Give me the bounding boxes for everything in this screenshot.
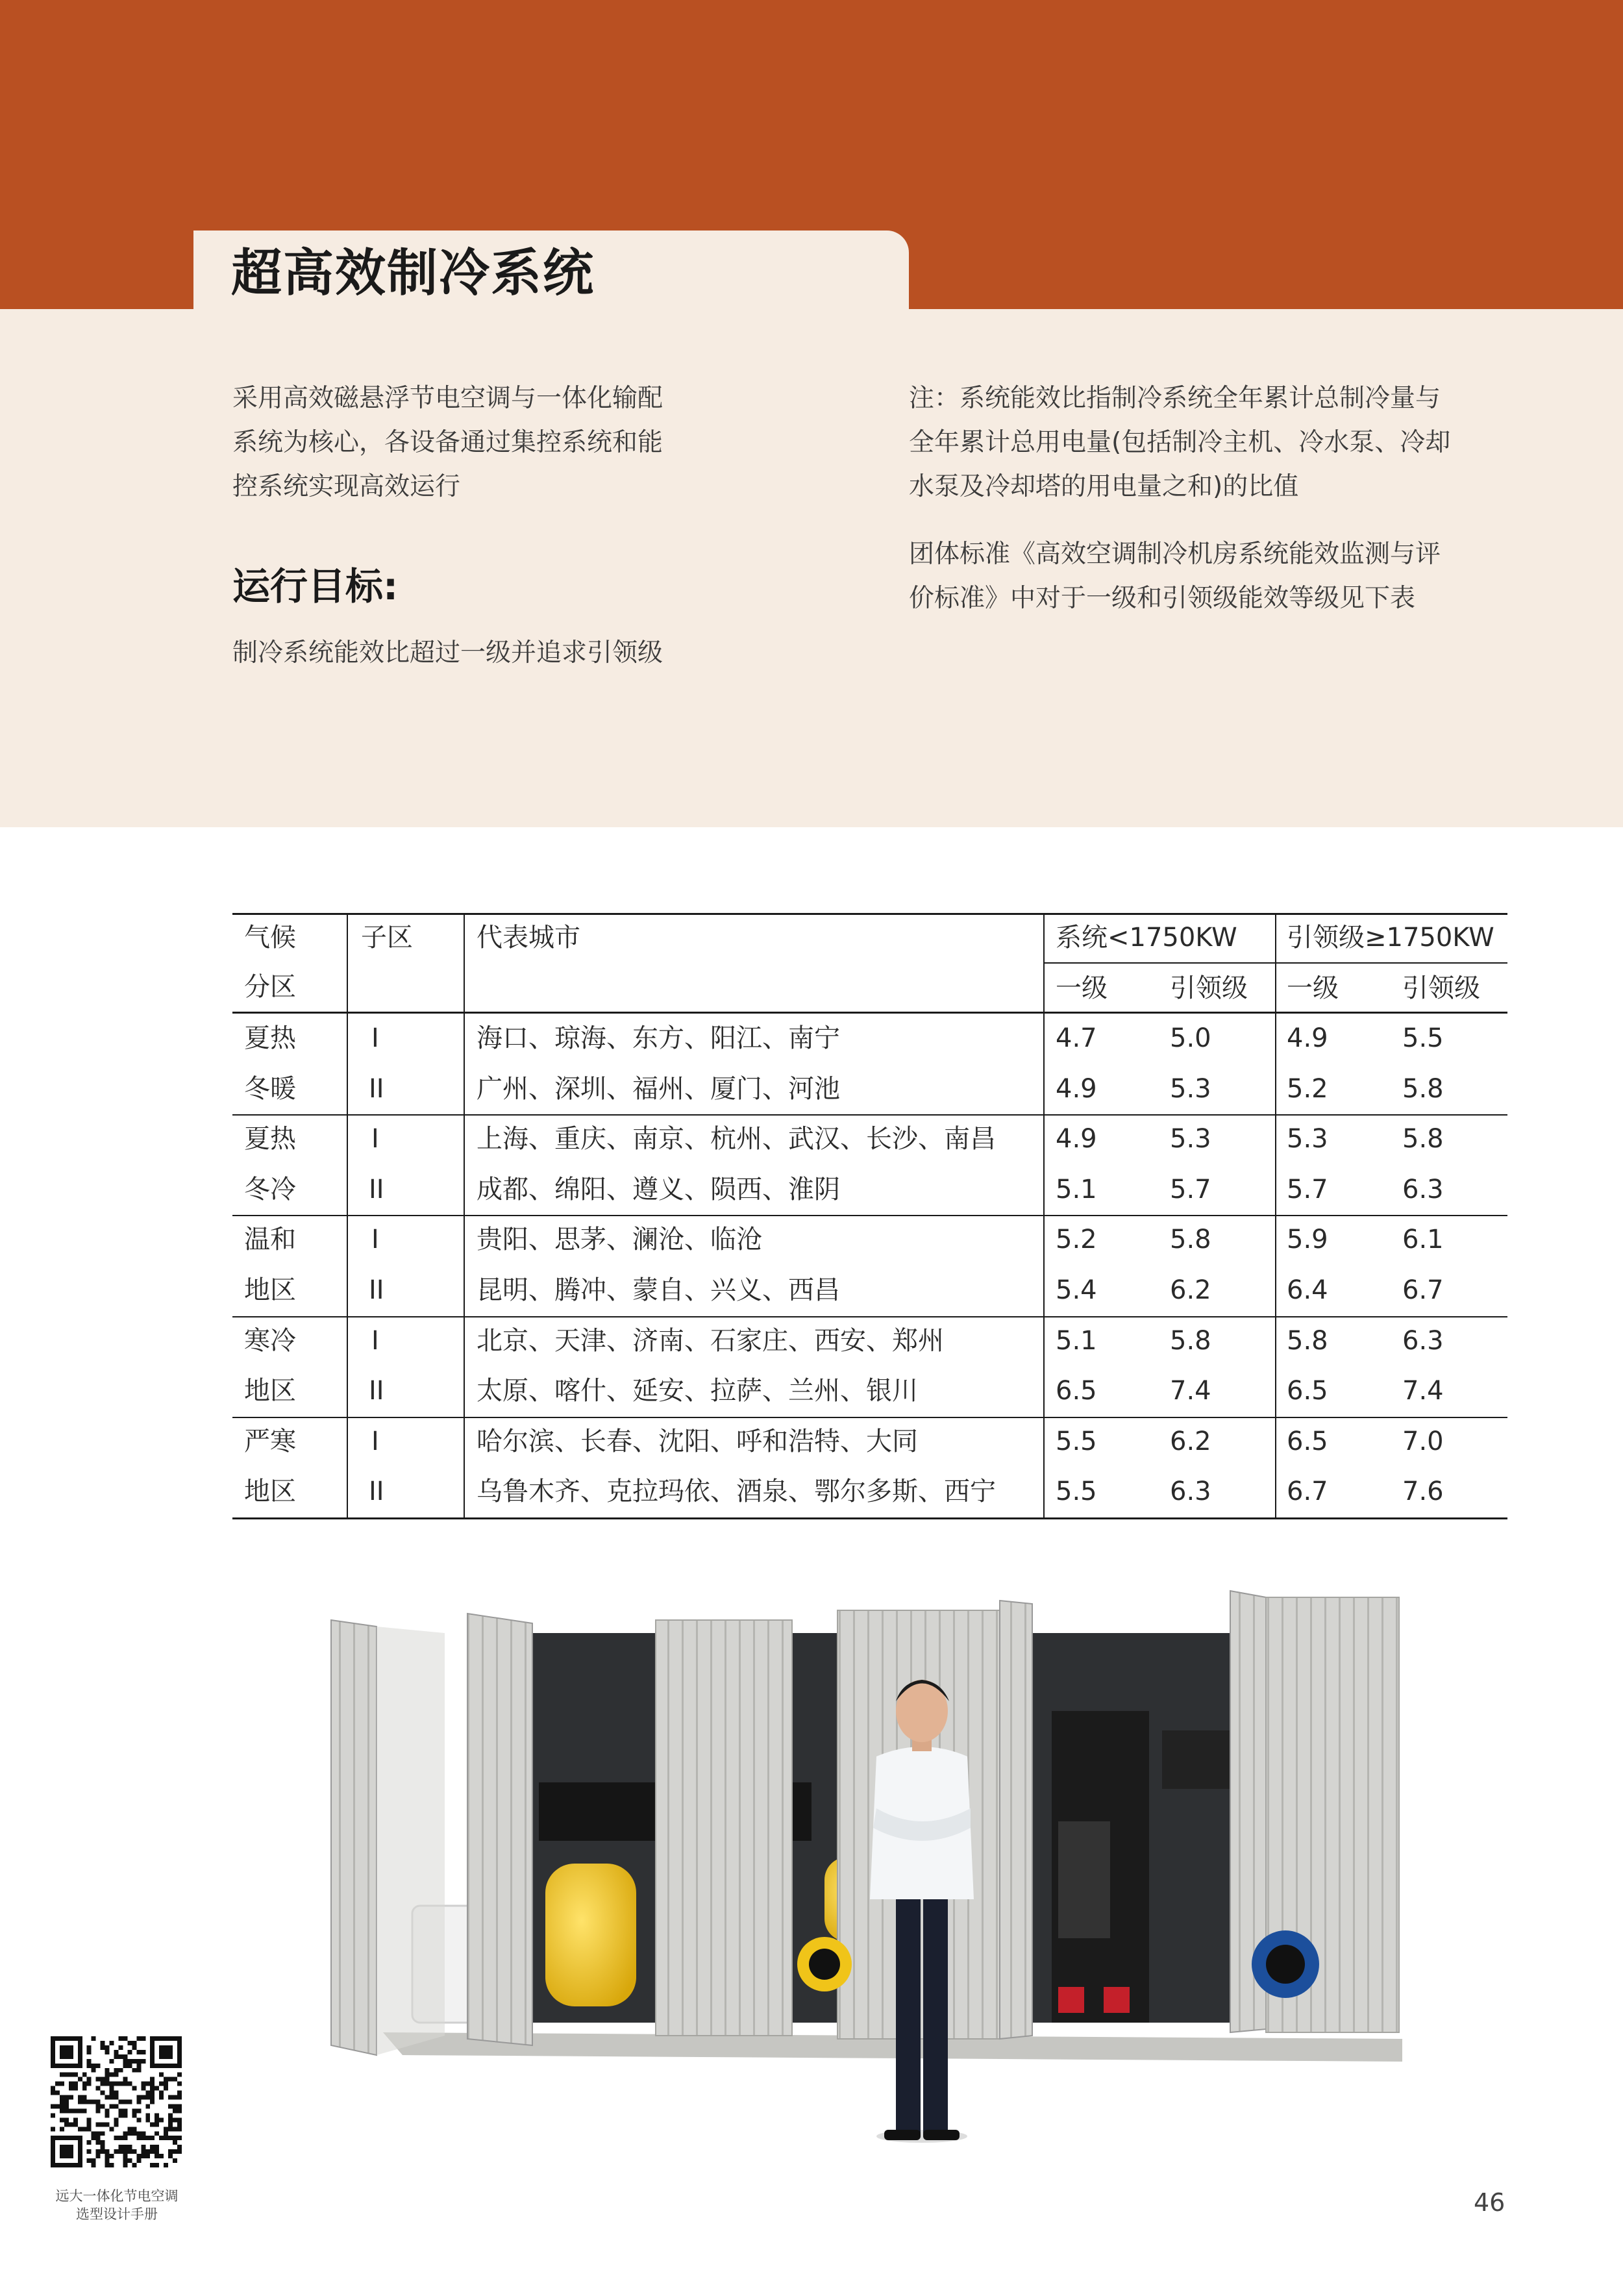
cell-subzone: I	[371, 1023, 379, 1053]
table-col-rule	[347, 913, 348, 1519]
cell-climate: 寒冷	[244, 1325, 296, 1356]
cell-subzone: II	[369, 1174, 384, 1204]
header-lead: 引领级	[1170, 973, 1248, 1003]
product-photo	[325, 1562, 1428, 2146]
cell-subzone: II	[369, 1275, 384, 1305]
open-door	[331, 1620, 377, 2055]
cell-value: 5.3	[1170, 1124, 1211, 1154]
cell-climate: 地区	[244, 1376, 296, 1406]
note-line: 水泵及冷却塔的用电量之和)的比值	[909, 472, 1299, 501]
cell-value: 5.1	[1056, 1325, 1097, 1356]
note-line: 注：系统能效比指制冷系统全年累计总制冷量与	[909, 384, 1441, 413]
cell-value: 6.1	[1402, 1225, 1444, 1255]
pipe-opening	[1266, 1945, 1305, 1984]
cell-value: 5.3	[1170, 1073, 1211, 1104]
cell-value: 7.6	[1402, 1477, 1444, 1507]
cell-value: 5.1	[1056, 1174, 1097, 1204]
note-text	[909, 377, 1513, 509]
cell-cities: 广州、深圳、福州、厦门、河池	[477, 1073, 840, 1104]
page-title: 超高效制冷系统	[231, 244, 595, 303]
table-rule-top	[232, 913, 1507, 915]
cell-value: 4.9	[1056, 1073, 1097, 1104]
cell-value: 5.8	[1170, 1225, 1211, 1255]
cell-climate: 地区	[244, 1275, 296, 1305]
table-rule-header	[232, 1012, 1507, 1014]
table-group-rule	[232, 1417, 1507, 1418]
header-level1: 一级	[1056, 973, 1108, 1003]
header-system-group: 系统<1750KW	[1056, 923, 1237, 953]
cell-cities: 乌鲁木齐、克拉玛依、酒泉、鄂尔多斯、西宁	[477, 1477, 996, 1507]
cell-value: 5.5	[1056, 1477, 1097, 1507]
cell-value: 6.5	[1056, 1376, 1097, 1406]
red-valve	[1058, 1987, 1084, 2013]
door-frame	[377, 1627, 445, 2055]
cell-climate: 夏热	[244, 1124, 296, 1154]
cell-cities: 北京、天津、济南、石家庄、西安、郑州	[477, 1325, 944, 1356]
cell-subzone: II	[369, 1477, 384, 1507]
header-lead-group: 引领级≥1750KW	[1287, 923, 1494, 953]
cell-value: 4.9	[1287, 1023, 1328, 1053]
pipe-opening	[809, 1949, 840, 1980]
cell-value: 5.5	[1056, 1426, 1097, 1456]
qr-code[interactable]	[51, 2036, 182, 2167]
cell-value: 5.8	[1402, 1124, 1444, 1154]
table-col-rule	[1043, 913, 1045, 1519]
table-col-rule	[464, 913, 465, 1519]
cell-subzone: II	[369, 1376, 384, 1406]
standard-text	[909, 532, 1513, 621]
cell-cities: 上海、重庆、南京、杭州、武汉、长沙、南昌	[477, 1124, 996, 1154]
intro-line: 控系统实现高效运行	[232, 472, 461, 501]
red-valve	[1104, 1987, 1130, 2013]
cell-value: 7.4	[1402, 1376, 1444, 1406]
header-subzone: 子区	[361, 923, 413, 953]
cell-climate: 夏热	[244, 1023, 296, 1053]
note-line: 全年累计总用电量(包括制冷主机、冷水泵、冷却	[909, 428, 1451, 457]
table-group-rule	[232, 1114, 1507, 1116]
cell-value: 5.7	[1287, 1174, 1328, 1204]
footer-line: 远大一体化节电空调	[55, 2188, 179, 2204]
cell-subzone: I	[371, 1426, 379, 1456]
header-level1: 一级	[1287, 973, 1339, 1003]
header-lead: 引领级	[1402, 973, 1480, 1003]
cell-value: 5.3	[1287, 1124, 1328, 1154]
cell-value: 5.2	[1287, 1073, 1328, 1104]
cell-cities: 太原、喀什、延安、拉萨、兰州、银川	[477, 1376, 918, 1406]
cell-value: 6.4	[1287, 1275, 1328, 1305]
cell-value: 6.3	[1170, 1477, 1211, 1507]
cell-value: 6.2	[1170, 1275, 1211, 1305]
cell-value: 5.8	[1402, 1073, 1444, 1104]
cell-value: 6.3	[1402, 1325, 1444, 1356]
vertical-pump	[1058, 1821, 1110, 1938]
cell-value: 6.7	[1287, 1477, 1328, 1507]
cell-subzone: I	[371, 1325, 379, 1356]
intro-line: 系统为核心，各设备通过集控系统和能	[232, 428, 663, 457]
cell-climate: 温和	[244, 1225, 296, 1255]
goal-text: 制冷系统能效比超过一级并追求引领级	[232, 638, 663, 668]
cell-value: 6.5	[1287, 1376, 1328, 1406]
cell-cities: 海口、琼海、东方、阳江、南宁	[477, 1023, 840, 1053]
intro-text	[232, 377, 745, 509]
cell-value: 7.0	[1402, 1426, 1444, 1456]
header-climate: 分区	[244, 972, 296, 1002]
cell-value: 5.8	[1287, 1325, 1328, 1356]
cell-subzone: II	[369, 1073, 384, 1104]
standard-line: 团体标准《高效空调制冷机房系统能效监测与评	[909, 540, 1441, 569]
open-door	[1000, 1601, 1032, 2039]
footer-line: 选型设计手册	[76, 2206, 158, 2222]
cell-cities: 哈尔滨、长春、沈阳、呼和浩特、大同	[477, 1426, 918, 1456]
intro-line: 采用高效磁悬浮节电空调与一体化输配	[232, 384, 663, 413]
efficiency-table	[232, 913, 1507, 1519]
cell-subzone: I	[371, 1225, 379, 1255]
cell-climate: 冬冷	[244, 1174, 296, 1204]
cell-value: 5.4	[1056, 1275, 1097, 1305]
cell-value: 6.2	[1170, 1426, 1211, 1456]
cell-value: 5.8	[1170, 1325, 1211, 1356]
cell-value: 6.7	[1402, 1275, 1444, 1305]
table-group-rule	[232, 1215, 1507, 1216]
cell-subzone: I	[371, 1124, 379, 1154]
page-number: 46	[1474, 2188, 1505, 2217]
cell-value: 5.7	[1170, 1174, 1211, 1204]
open-door	[467, 1614, 532, 2045]
cell-value: 5.2	[1056, 1225, 1097, 1255]
cell-value: 6.5	[1287, 1426, 1328, 1456]
goal-title: 运行目标:	[232, 564, 399, 608]
cell-cities: 昆明、腾冲、蒙自、兴义、西昌	[477, 1275, 840, 1305]
chiller-body	[1162, 1730, 1240, 1789]
table-rule-bottom	[232, 1517, 1507, 1519]
cell-value: 4.9	[1056, 1124, 1097, 1154]
cell-value: 5.9	[1287, 1225, 1328, 1255]
table-group-rule	[232, 1316, 1507, 1317]
cell-climate: 严寒	[244, 1426, 296, 1456]
cell-climate: 地区	[244, 1477, 296, 1507]
yellow-pressure-tank	[545, 1864, 636, 2006]
cell-cities: 贵阳、思茅、澜沧、临沧	[477, 1225, 762, 1255]
closed-panel	[656, 1620, 792, 2036]
standard-line: 价标准》中对于一级和引领级能效等级见下表	[909, 584, 1416, 613]
cell-value: 6.3	[1402, 1174, 1444, 1204]
cell-climate: 冬暖	[244, 1073, 296, 1104]
table-col-rule	[1275, 913, 1276, 1519]
header-climate: 气候	[244, 923, 296, 953]
footer-brand	[26, 2187, 208, 2223]
cell-value: 7.4	[1170, 1376, 1211, 1406]
header-cities: 代表城市	[477, 923, 580, 953]
cell-value: 5.5	[1402, 1023, 1444, 1053]
cell-cities: 成都、绵阳、遵义、陨西、淮阴	[477, 1174, 840, 1204]
cell-value: 5.0	[1170, 1023, 1211, 1053]
cell-value: 4.7	[1056, 1023, 1097, 1053]
